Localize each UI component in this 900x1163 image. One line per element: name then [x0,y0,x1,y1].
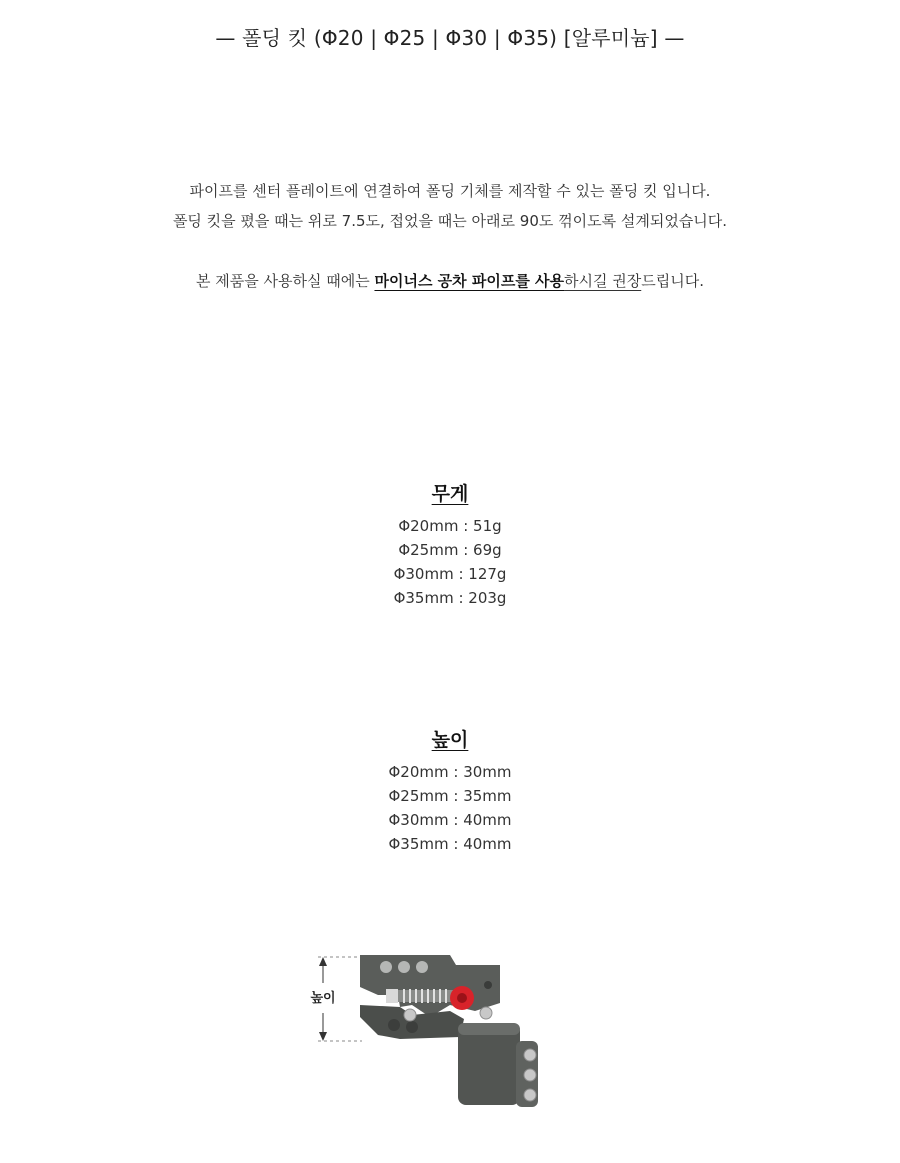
pipe-clamp-top [458,1023,520,1035]
page-title: — 폴딩 킷 (Φ20 | Φ25 | Φ30 | Φ35) [알루미늄] — [215,26,685,50]
mount-hole [380,961,392,973]
clamp-screw [524,1069,536,1081]
recommendation-text-after: 드립니다. [641,272,704,290]
pipe-clamp [458,1023,520,1105]
weight-spec [0,480,900,610]
weight-list [0,514,900,610]
height-spec [0,726,900,856]
weight-item: Φ25mm : 69g [398,541,502,559]
height-heading: 높이 [431,729,469,751]
recommendation-underlined: 하시길 권장 [564,272,642,290]
mount-hole [416,961,428,973]
recommendation-line [0,266,900,296]
lower-hole [388,1019,400,1031]
pivot-hole [484,981,492,989]
weight-item: Φ30mm : 127g [393,565,507,583]
height-list [0,760,900,856]
height-item: Φ35mm : 40mm [388,835,512,853]
weight-item: Φ35mm : 203g [393,589,507,607]
height-item: Φ20mm : 30mm [388,763,512,781]
weight-heading: 무게 [431,483,469,505]
folding-kit-illustration [300,945,560,1115]
clamp-screw [524,1049,536,1061]
folding-kit-figure [300,945,560,1115]
recommendation-emphasis: 마이너스 공차 파이프를 사용 [374,272,565,290]
product-description [0,176,900,296]
weight-item: Φ20mm : 51g [398,517,502,535]
lower-hole [406,1021,418,1033]
height-label: 높이 [310,991,336,1006]
description-line-2: 폴딩 킷을 폈을 때는 위로 7.5도, 접었을 때는 아래로 90도 꺾이도록 설계되었습니다. [172,212,728,230]
height-item: Φ30mm : 40mm [388,811,512,829]
height-item: Φ25mm : 35mm [388,787,512,805]
clamp-screw [524,1089,536,1101]
spring-cap [386,989,398,1003]
arrow-head-down-icon [319,1032,327,1041]
screw [480,1007,492,1019]
latch-knob-center [457,993,467,1003]
mount-hole [398,961,410,973]
arrow-head-up-icon [319,957,327,966]
description-line-1: 파이프를 센터 플레이트에 연결하여 폴딩 기체를 제작할 수 있는 폴딩 킷 입니다. [189,182,711,200]
screw [404,1009,416,1021]
recommendation-text-before: 본 제품을 사용하실 때에는 [196,272,375,290]
